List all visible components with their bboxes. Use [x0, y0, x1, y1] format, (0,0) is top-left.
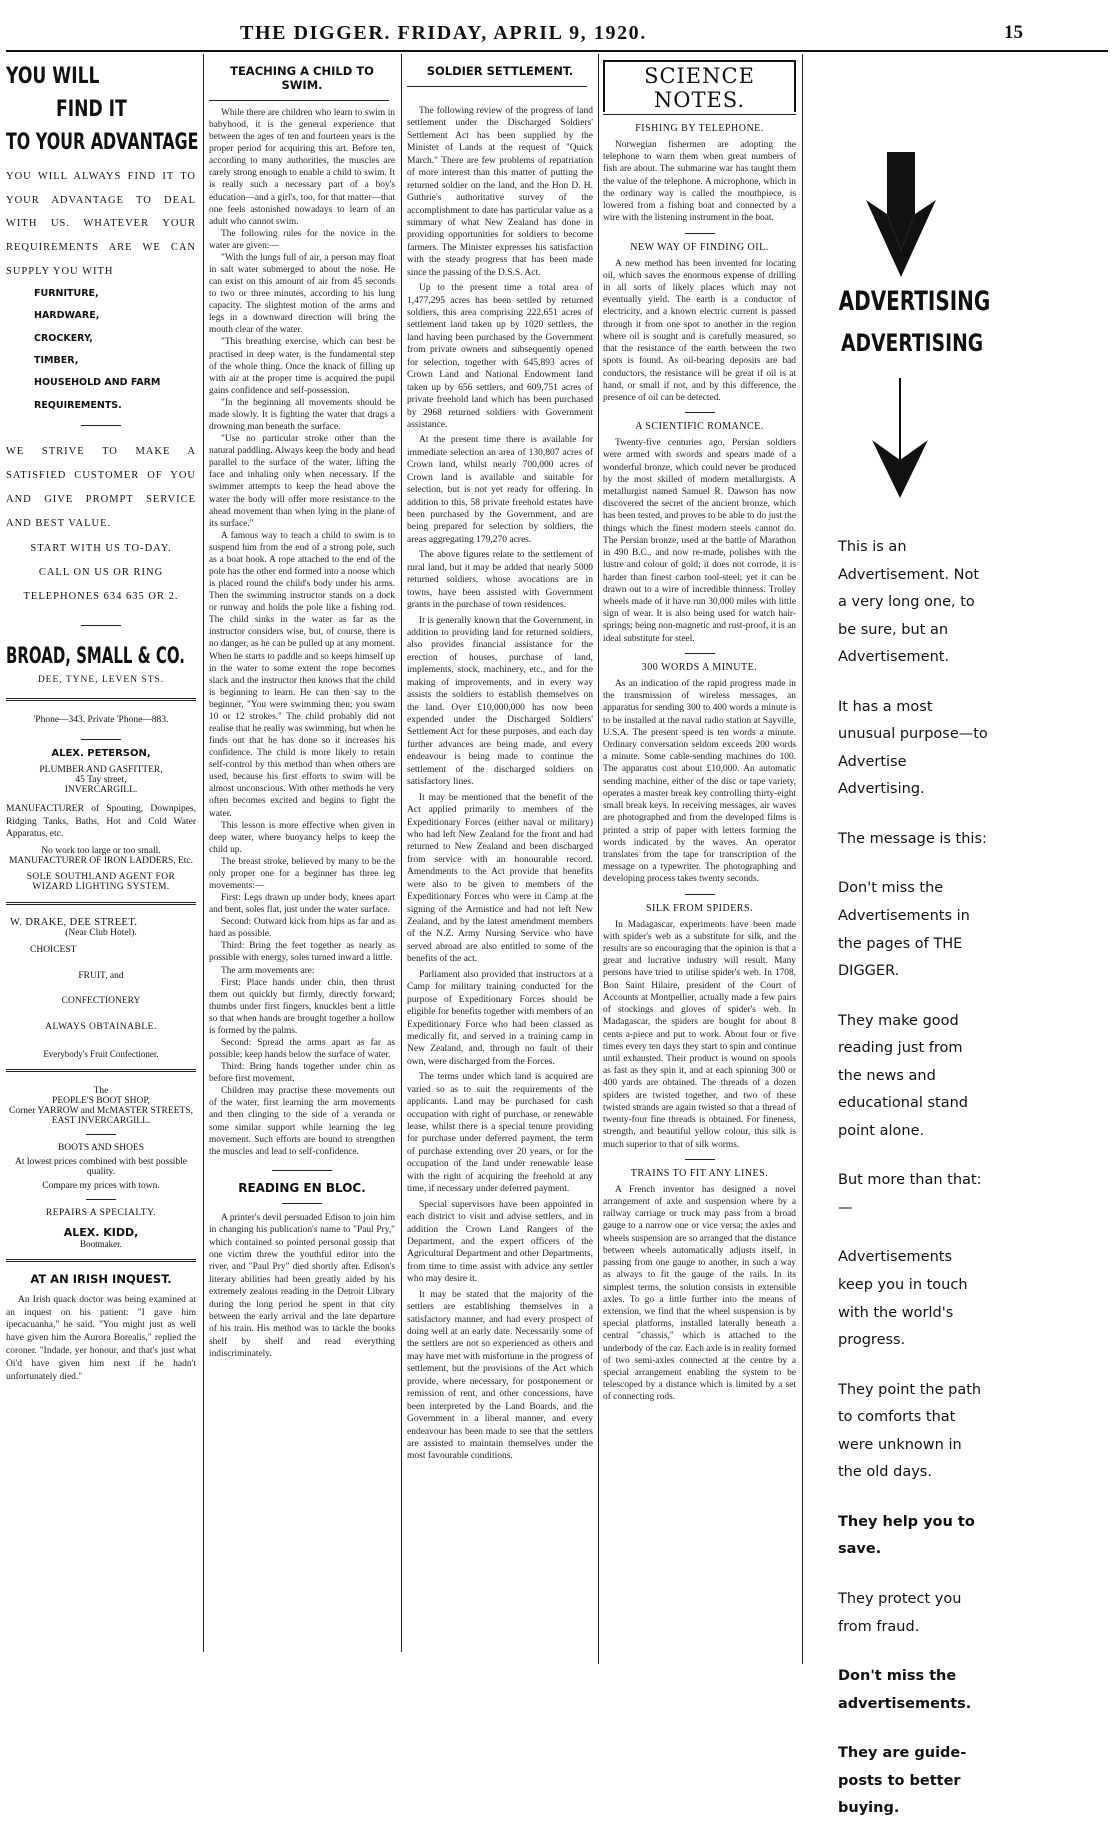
irish-inquest-title: AT AN IRISH INQUEST.	[30, 1271, 172, 1286]
divider	[81, 739, 121, 740]
masthead	[0, 0, 1114, 54]
soldier-para: It may be stated that the majority of the settlers are establishing themselves in a satisfactory manner, and had every prospect of doing well at an early date. Necessarily some of the settlers are not so experienced as others and may have met with misfortune in the progress of settlement, but the provisions of the Act which provide, where necessary, for postponement or remission of rent, and other concessions, have been interpreted by the Land Boards, and the Government in a liberal manner, and every endeavour has been made to see that the settlers are assisted to maintain themselves under the most favourable conditions.	[407, 1289, 593, 1462]
swim-para: "With the lungs full of air, a person may float in salt water submerged to about the nose. He can exist on this amount of air from 45 seconds to two or three minutes, according to his lung capacity. The slightest motion of the arms and legs in a downward direction will bring the mouth clear of the water.	[209, 252, 395, 336]
science-section-head: 300 WORDS A MINUTE.	[641, 661, 758, 673]
boot-shop-town: EAST INVERCARGILL.	[51, 1115, 151, 1126]
drake-item: CONFECTIONERY	[61, 996, 141, 1007]
column-rule	[203, 54, 204, 1652]
ad-para: They help you to save.	[838, 1513, 975, 1558]
swim-para: Second: Spread the arms apart as far as possible; keep hands below the surface of water.	[209, 1038, 395, 1061]
swim-para: The arm movements are:	[221, 965, 315, 976]
boot-repairs: REPAIRS A SPECIALTY.	[45, 1207, 157, 1218]
peterson-name: ALEX. PETERSON,	[51, 748, 151, 760]
advertising-banner	[812, 286, 1012, 357]
ad-para: They protect you from fraud.	[838, 1590, 962, 1635]
down-arrow-bottom-icon	[870, 378, 930, 498]
swim-para: The breast stroke, believed by many to be the only proper one for a beginner has three leg movements:—	[209, 856, 395, 891]
masthead-rule	[6, 50, 1108, 52]
science-section	[603, 242, 796, 405]
soldier-article-title: SOLDIER SETTLEMENT.	[426, 64, 574, 78]
science-section-text: In Madagascar, experiments have been made with spider's web as a substitute for silk, and the results are so encouraging that the opinion is that a great and lucrative industry will result. Many persons have tried to utilise spider's web. In 1708, Bon Saint Hilaire, president of the Court of Accounts at Montpellier, actually made a few pairs of stockings and gloves of spider's web. In Madagascar, the spiders are bought for about 8 cents a-piece and put to work. About four or five times every ten days they start to spin and continue until exhausted. Their product is wound on spools as fast as they spin it, and at each spinning 300 or 400 yards are obtained. The threads of a dozen spiders are twisted together, and two of these twisted strands are again twisted so that a thread of twenty-four fine threads is obtained. For fineness, strength, and beautiful yellow colour, this silk is much superior to that of silk worms.	[603, 919, 796, 1150]
goods-item: TIMBER,	[34, 355, 79, 367]
science-section-text: A new method has been invented for locating oil, which saves the enormous expense of drilling in all sorts of likely places which may not eventually yield. The earth is a conductor of electricity, and a known electric current is passed through it from one spot to another in the region where oil is sought and is carefully measured, so that the resistance of the earth between the two spots is found. As oil-bearing deposits are bad conductors, the resistance will be great if oil is at hand, or small if not, and by this difference, the presence of oil can be detected.	[603, 258, 796, 403]
ad-para: The message is this:	[838, 830, 987, 847]
phone-numbers: 'Phone—343. Private 'Phone—883.	[33, 715, 169, 726]
advertisement-text	[838, 534, 988, 1845]
science-section-text: Twenty-five centuries ago, Persian soldiers were armed with swords and spears made of a wonderful bronze, which could never be produced by the most skilled of modern metallurgists. A metallurgist named Samuel R. Dawson has now discovered the secret of the ancient bronze, which has been tested, and proves to be able to do just the things which the finest modern steels cannot do. The Persian bronze, used at the battle of Marathon in 490 B.C., and now re-made, polishes with the lustre and colour of gold; it does not corrode, it is harder than finest carbon tool-steel; yet it can be drawn out to a wire of incredible thinness. Trolley wheels made of it have run 30,000 miles with little sign of wear. It is also being used for watch hair-springs; being non-magnetic and rust-proof, it is an ideal substitute for steel.	[603, 438, 796, 644]
firm-streets: DEE, TYNE, LEVEN STS.	[37, 674, 165, 685]
goods-item: HOUSEHOLD AND FARM REQUIREMENTS.	[34, 377, 161, 411]
boot-compare: Compare my prices with town.	[42, 1180, 160, 1191]
column-2-swimming	[209, 60, 395, 1660]
swim-para: First: Place hands under chin, then thrust them out quickly but firmly, directly forward; thumbs under first fingers, knuckles bent a little so that when hands are brought together a hollow is formed by the palms.	[209, 977, 395, 1036]
swim-para: Third: Bring hands together under chin as before first movement.	[209, 1062, 395, 1085]
column-4-science-notes	[603, 60, 796, 1670]
column-rule	[401, 54, 402, 1652]
down-arrow-top-icon	[866, 152, 936, 277]
peterson-small: No work too large or too small.	[41, 846, 161, 857]
title-rule	[407, 86, 587, 87]
column-5-advertising	[808, 60, 1108, 1817]
drake-name: W. DRAKE, DEE STREET.	[10, 917, 138, 929]
banner-line: YOU WILL	[6, 64, 100, 89]
drake-item: FRUIT, and	[78, 970, 124, 981]
banner-line: FIND IT	[55, 97, 127, 122]
page-number: 15	[1004, 22, 1023, 43]
divider	[685, 894, 715, 895]
ad-para: It has a most unusual purpose—to Advertise Advertising.	[838, 698, 988, 798]
soldier-para: Special supervisors have been appointed in each district to visit and advise settlers, and in addition the Crown Land Rangers of the Department, and the expert officers of the Agricultural Department and other Departments, from time to time assist with advice any settler who may desire it.	[407, 1199, 593, 1285]
title-rule	[603, 114, 796, 115]
divider	[282, 1203, 322, 1204]
double-rule	[6, 1259, 196, 1262]
swim-para: A famous way to teach a child to swim is to suspend him from the end of a strong pole, such as a boat hook. A rope attached to the end of the pole has the other end formed into a noose which is placed round the child's body under his arms. Then the swimming instructor stands on a dock or runway and holds the pole like a fishing rod. The child sinks in the water as far as the instructor considers wise, but, of course, there is no danger, as he can be pulled up at any moment. When he starts to paddle and so keeps himself up in the water to some extent the rope becomes slack and the instructor then knows that the child is beginning to learn. He can then say to the beginner, "You were swimming then; you swam 10 or 12 strokes." The child probably did not realise that he really was swimming, but when he finds out that he has done so it increases his confidence. The child is more likely to retain self-control by this method than when others are used, because his first efforts to swim will be almost unconscious. With other methods he very often becomes excited and begins to fight the water.	[209, 530, 395, 819]
peterson-manufacturer: MANUFACTURER of Spouting, Downpipes, Ridging Tanks, Baths, Hot and Cold Water Apparatus, etc.	[6, 804, 196, 839]
advertising-word: ADVERTISING	[838, 286, 991, 317]
swim-article-title: TEACHING A CHILD TO SWIM.	[230, 64, 374, 92]
science-section-text: Norwegian fishermen are adopting the telephone to warn them when great numbers of fish are about. The submarine war has taught them the value of the telephone. A microphone, which in the ordinary way is called the mouthpiece, is lowered from a fishing boat and connected by a wire with the listening instrument in the boat.	[603, 140, 796, 224]
soldier-para: Up to the present time a total area of 1,477,295 acres has been settled by returned soldiers, this area comprising 222,651 acres of settlement land taken up by 1020 settlers, the land having been purchased by the Government from private owners and subsequently opened for selection, together with 645,893 acres of Crown Land and National Endowment land taken up by 656 settlers, and 609,751 acres of private freehold land which has been purchased by 2968 returned soldiers with Government assistance.	[407, 283, 593, 430]
divider	[272, 1170, 332, 1171]
soldier-para: The following review of the progress of land settlement under the Discharged Soldiers' Settlement Act has been supplied by the Minister of Lands at the request of "Quick March." There are few problems of repatriation of more interest than this matter of putting the returned soldier on the land, and the Hon D. H. Guthrie's authoritative survey of the accomplishment to date has particular value as a summary of what New Zealand has done in providing opportunities for soldiers to become farmers. The Minister expresses his satisfaction with the steady progress that has been made since the passing of the D.S.S. Act.	[407, 106, 593, 278]
drake-item: ALWAYS OBTAINABLE.	[45, 1022, 157, 1033]
ad-para: Don't miss the advertisements.	[838, 1668, 972, 1712]
start-text: START WITH US TO-DAY.	[30, 542, 172, 554]
science-section-head: A SCIENTIFIC ROMANCE.	[635, 421, 764, 433]
peterson-town: INVERCARGILL.	[64, 785, 138, 796]
ad-para: They are guide-posts to better buying.	[838, 1745, 967, 1817]
firm-name: BROAD, SMALL & CO.	[6, 643, 185, 669]
divider	[685, 412, 715, 413]
swim-para: "Use no particular stroke other than the natural paddling. Always keep the body and head parallel to the surface of the water, lifting the face and inhaling only when necessary. If the swimmer attempts to keep the head above the water the body will offer more resistance to the ahead movement than when lying in the plane of its surface."	[209, 434, 395, 529]
drake-club: (Near Club Hotel).	[65, 928, 137, 939]
goods-list	[6, 283, 196, 417]
science-notes-title: SCIENCE NOTES.	[644, 64, 755, 112]
goods-item: CROCKERY,	[34, 332, 93, 344]
drake-item: CHOICEST	[30, 945, 77, 956]
find-it-banner	[6, 64, 199, 155]
swim-para: This lesson is more effective when given in deep water, where buoyancy helps to keep the child up.	[209, 820, 395, 855]
soldier-para: It is generally known that the Government, in addition to providing land for returned soldiers, also provides financial assistance for the erection of houses, purchase of land, implements, stock, machinery, etc., and for the making of improvements, and in every way assists the soldiers to establish themselves on the land. Over £10,000,000 has now been expended under the Discharged Soldiers' Settlement Act for these purposes, and each day further advances are being made, and every endeavour is being made to continue the settlement of the discharged soldiers on satisfactory lines.	[407, 615, 593, 788]
title-rule	[209, 100, 389, 101]
double-rule	[6, 1069, 196, 1072]
column-rule	[802, 54, 803, 1664]
peterson-agent: SOLE SOUTHLAND AGENT FOR WIZARD LIGHTING SYSTEM.	[26, 872, 176, 893]
boot-bootmaker: Bootmaker.	[80, 1238, 122, 1249]
divider	[685, 1159, 715, 1160]
call-text: CALL ON US OR RING TELEPHONES 634 635 OR 2.	[23, 566, 179, 602]
peterson-address: 45 Tay street,	[75, 775, 127, 786]
strive-text: WE STRIVE TO MAKE A SATISFIED CUSTOMER OF YOU AND GIVE PROMPT SERVICE AND BEST VALUE.	[6, 446, 196, 530]
science-notes-header	[603, 60, 796, 112]
column-rule	[598, 54, 599, 1664]
swim-article-body	[209, 107, 395, 1158]
science-section	[603, 421, 796, 645]
ad-para: This is an Advertisement. Not a very long one, to be sure, but an Advertisement.	[838, 539, 980, 666]
divider	[685, 233, 715, 234]
ad-para: But more than that:—	[838, 1172, 982, 1216]
science-section-head: SILK FROM SPIDERS.	[645, 902, 754, 914]
swim-para: The following rules for the novice in the water are given:—	[209, 228, 395, 251]
science-section	[603, 1168, 796, 1404]
boot-shop-corner: Corner YARROW and McMASTER STREETS,	[9, 1105, 193, 1116]
boot-lowest: At lowest prices combined with best possible quality.	[14, 1156, 188, 1177]
divider	[685, 653, 715, 654]
soldier-para: It may be mentioned that the benefit of the Act applied primarily to members of the Expeditionary Forces (either naval or military) who had left New Zealand for the front and had returned to New Zealand and been discharged from service with an honourable record. Amendments to the Act provide that benefits were also to be given to members of the Expeditionary Forces who were in Camp at the signing of the Armistice and had not left New Zealand, and by the latest amendment members of the N.Z. Army Nursing Service who have served abroad are also entitled to some of the benefits of the act.	[407, 792, 593, 965]
peterson-ladders: MANUFACTURER OF IRON LADDERS, Etc.	[8, 856, 194, 867]
science-section-head: NEW WAY OF FINDING OIL.	[630, 241, 769, 253]
soldier-para: At the present time there is available for immediate selection an area of 130,807 acres of Crown land, whilst nearly 700,000 acres of Crown land is available and suitable for selection, but is not yet ready for offering. In addition to this, 58 private freehold estates have been purchased by the Government, and are being prepared for selection by soldiers, the areas aggregating 179,270 acres.	[407, 435, 593, 545]
double-rule	[6, 698, 196, 701]
swim-para: First: Legs drawn up under body, knees apart and bent, soles flat, just under the water surface.	[209, 893, 395, 916]
banner-line: TO YOUR ADVANTAGE	[6, 130, 199, 155]
advantage-text: YOU WILL ALWAYS FIND IT TO YOUR ADVANTAGE TO DEAL WITH US. WHATEVER YOUR REQUIREMENTS ARE WE CAN SUPPLY YOU WITH	[6, 171, 196, 277]
divider	[86, 1134, 116, 1135]
drake-tagline: Everybody's Fruit Confectioner.	[43, 1048, 159, 1059]
ad-para: Advertisements keep you in touch with the world's progress.	[838, 1249, 968, 1349]
science-section-head: TRAINS TO FIT ANY LINES.	[630, 1167, 769, 1179]
boots-and-shoes: BOOTS AND SHOES	[57, 1142, 145, 1153]
science-section	[603, 662, 796, 886]
science-section-text: A French inventor has designed a novel arrangement of axle and suspension where by a railway carriage or truck may pass from a broad gauge to a narrow one or vice versa; the axles and wheels suspension are so arranged that the distance between wheels automatically adjusts itself, in passing from one gauge to another, in such a way as always to fit the gauge of the rails. In its simplest terms, the solution consists in extensible axles. To go a little further into the means of extension, we find that the wheel suspension is by special platforms, installed laterally beneath a central "chassis," which is attached to the underbody of the car. Each axle is in reality formed of two semi-axles connected at the centre by a special arrangement enabling the system to be telescoped by a distance which is limited by a set of connecting rods.	[603, 1184, 796, 1403]
divider	[81, 625, 121, 626]
soldier-para: The terms under which land is acquired are varied so as to suit the requirements of the applicants. Land may be purchased for cash occupation with right of purchase, or renewable lease, whilst there is a special tenure providing for purchase under deferred payment, the term of purchase extending over 20 years, or for the occupation of the land under renewable lease with the right of acquiring the freehold at any time, if necessary under deferred payment.	[407, 1072, 593, 1195]
divider	[81, 425, 121, 426]
goods-item: HARDWARE,	[34, 310, 100, 322]
science-section	[603, 903, 796, 1151]
science-section	[603, 123, 796, 225]
reading-en-bloc-title: READING EN BLOC.	[238, 1180, 366, 1195]
swim-para: Children may practise these movements out of the water, first learning the arm movements and then clinging to the side of a veranda or some similar support while learning the leg movement. Such efforts are bound to strengthen the muscles and lead to self-confidence.	[209, 1086, 395, 1157]
soldier-para: The above figures relate to the settlement of rural land, but it may be added that nearly 5000 returned soldiers, whose avocations are in towns, have been assisted with Government grants in the purchase of town residences.	[407, 550, 593, 611]
swim-para: While there are children who learn to swim in babyhood, it is the general experience that between the ages of ten and fourteen years is the proper period for acquiring this art. Before ten, according to many authorities, the muscles are rarely strong enough to enable a child to swim. It is really such a necessary part of a boy's education—and a girl's, too, for that matter—that one feels astonished nowadays to learn of an adult who cannot swim.	[209, 108, 395, 227]
advertising-word: ADVERTISING	[840, 329, 984, 357]
ad-para: Don't miss the Advertisements in the pages of THE DIGGER.	[838, 880, 970, 980]
irish-inquest-text: An Irish quack doctor was being examined at an inquest on his patient: "I gave him ipecacuanha," he said. "You might just as well have given him the Aurora Borealis," replied the coroner. "Indade, yer honour, and that's just what Oi'd have given him next if he hadn't unfortunately died."	[6, 1294, 196, 1382]
goods-item: FURNITURE,	[34, 288, 99, 300]
reading-en-bloc-text: A printer's devil persuaded Edison to join him in changing his publication's name to "Paul Pry," which contained so pointed personal gossip that one victim threw the youthful editor into the river, and "Paul Pry" died shortly after. Edison's literary abilities had been greatly aided by his extremely zealous reading in the Detroit Library during the long period he spent in that city between the early arrival and the late departure of his train. His method was to tackle the books shelf by shelf and read everything indiscriminately.	[209, 1212, 395, 1360]
ad-para: They point the path to comforts that were unknown in the old days.	[838, 1381, 982, 1481]
peterson-trade: PLUMBER AND GASFITTER,	[39, 765, 163, 776]
swim-para: "In the beginning all movements should be made slowly. It is fighting the water that drags a drowning man beneath the surface.	[209, 397, 395, 433]
column-1-advertisements	[6, 60, 199, 1660]
divider	[86, 1199, 116, 1200]
soldier-para: Parliament also provided that instructors at a Camp for military training conducted for the purpose of Expeditionary Forces should be eligible for benefits together with members of an Expeditionary Force who had been classed as medically fit, and served in a training camp in New Zealand, and, through no fault of their own, were discharged from the Forces.	[407, 969, 593, 1067]
newspaper-title: THE DIGGER. FRIDAY, APRIL 9, 1920.	[240, 22, 647, 44]
science-section-text: As an indication of the rapid progress made in the transmission of wireless messages, an apparatus for sending 300 to 400 words a minute is to be installed at the naval radio station at Sayville, U.S.A. The present speed is ten words a minute. Ordinary conversation seldom exceeds 200 words a minute. Some cable-sending machines do 100. The apparatus cost about £10,000. An automatic sending machine, either of the disc or tape variety, operates a master break key controlling thirty-eight small break keys. In receiving messages, air waves are photographed and from the developed films is printed a strip of paper with letters forming the words indicated by the waves. An operator translates from the tape for transcription of the message on a typewriter. The photographing and developing process takes twenty seconds.	[603, 678, 796, 885]
boot-kidd: ALEX. KIDD,	[63, 1225, 139, 1239]
boot-the: The	[93, 1085, 109, 1096]
swim-para: Second: Outward kick from hips as far and as hard as possible.	[209, 917, 395, 940]
ad-para: They make good reading just from the news and educational stand point alone.	[838, 1012, 968, 1139]
column-3-soldier-settlement	[407, 60, 593, 1660]
swim-para: "This breathing exercise, which can best be practised in deep water, is the fundamental step of the whole thing. Once the knack of filling up with air at the proper time is acquired the pupil gains confidence and self-possession.	[209, 337, 395, 396]
double-rule	[6, 902, 196, 905]
swim-para: Third: Bring the feet together as nearly as possible with energy, soles turned inward a little.	[209, 941, 395, 964]
science-section-head: FISHING BY TELEPHONE.	[635, 123, 764, 134]
boot-shop-name: PEOPLE'S BOOT SHOP,	[52, 1095, 150, 1106]
